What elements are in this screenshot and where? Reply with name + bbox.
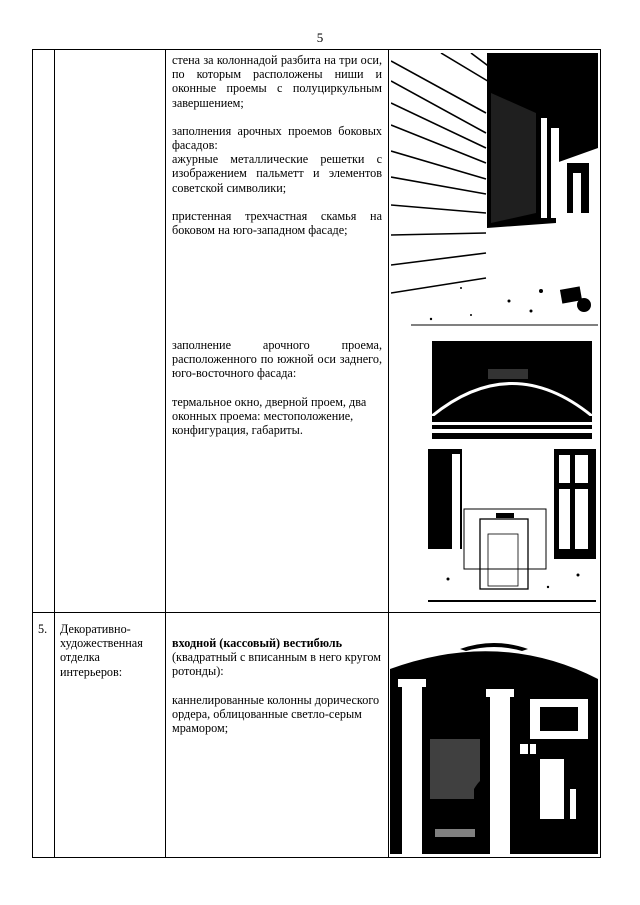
table-border-left	[32, 49, 33, 858]
continued-row-description-2	[172, 338, 382, 437]
table-divider-3	[388, 49, 389, 858]
row-category: Декоративно-художественная отделка интерьеров:	[60, 622, 143, 679]
row-number: 5.	[38, 622, 48, 636]
row-5-description	[172, 636, 384, 735]
table-border-top	[32, 49, 601, 50]
vestibule-heading-note: (квадратный с вписанным в него кругом ротонды):	[172, 650, 381, 679]
table-border-bottom	[32, 857, 601, 858]
paragraph-south-arch: заполнение арочного проема, расположенного по южной оси заднего, юго-восточного фасада:	[172, 338, 382, 381]
table-divider-2	[165, 49, 166, 858]
paragraph-metal-grilles: ажурные металлические решетки с изображением пальметт и элементов советской символики;	[172, 152, 382, 195]
continued-row-description	[172, 53, 382, 237]
row-separator	[32, 612, 601, 613]
vestibule-heading: входной (кассовый) вестибюль	[172, 636, 343, 650]
columns-description: каннелированные колонны дорического ордера, облицованные светло-серым мрамором;	[172, 692, 380, 736]
table-divider-1	[54, 49, 55, 858]
photo-entrance-vestibule	[390, 639, 598, 854]
paragraph-bench: пристенная трехчастная скамья на боковом на юго-западном фасаде;	[172, 208, 382, 238]
paragraph-thermal-window: термальное окно, дверной проем, два оконных проема: местоположение, конфигурация, габариты.	[172, 394, 367, 438]
document-table	[32, 49, 601, 858]
paragraph-colonnade-wall: стена за колоннадой разбита на три оси, по которым расположены ниши и оконные проемы с полуциркульным завершением;	[172, 53, 382, 110]
table-border-right	[600, 49, 601, 858]
page-number: 5	[316, 30, 324, 45]
paragraph-arch-fills-title: заполнения арочных проемов боковых фасадов:	[172, 123, 382, 153]
photo-side-facade	[391, 53, 598, 329]
photo-rear-facade-arch	[428, 339, 596, 605]
